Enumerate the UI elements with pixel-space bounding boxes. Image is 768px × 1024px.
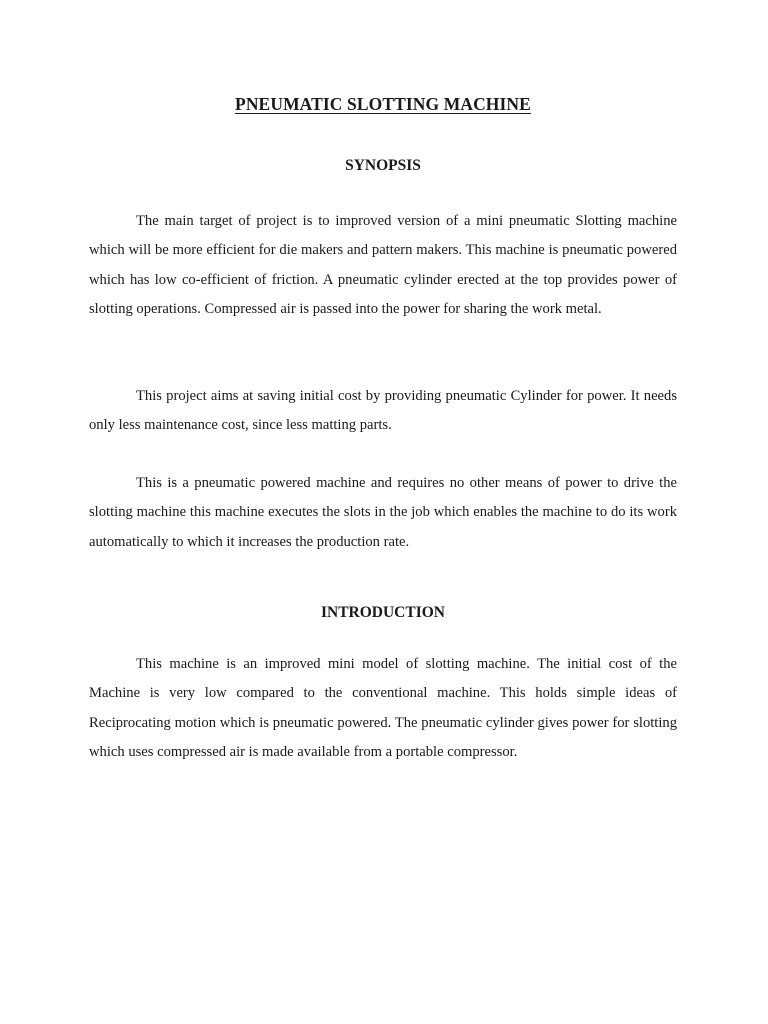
introduction-paragraph-1: This machine is an improved mini model of slotting machine. The initial cost of the Machine is very low compared to the conventional machine. This holds simple ideas of Reciprocating motion which is pneumatic powered. The pneumatic cylinder gives power for slotting which uses compressed air is made available from a portable compressor.	[89, 656, 677, 760]
synopsis-paragraph-3: This is a pneumatic powered machine and requires no other means of power to drive the slotting machine this machine executes the slots in the job which enables the machine to do its work automatically to which it increases the production rate.	[89, 475, 677, 550]
section-heading-synopsis: SYNOPSIS	[345, 157, 421, 174]
document-title: PNEUMATIC SLOTTING MACHINE	[235, 94, 531, 114]
synopsis-paragraph-1: The main target of project is to improved version of a mini pneumatic Slotting machine which will be more efficient for die makers and pattern makers. This machine is pneumatic powered which has low co-efficient of friction. A pneumatic cylinder erected at the top provides power of slotting operations. Compressed air is passed into the power for sharing the work metal.	[89, 213, 677, 317]
synopsis-paragraph-2: This project aims at saving initial cost by providing pneumatic Cylinder for power. It needs only less maintenance cost, since less matting parts.	[89, 388, 677, 434]
section-heading-introduction: INTRODUCTION	[320, 604, 445, 621]
